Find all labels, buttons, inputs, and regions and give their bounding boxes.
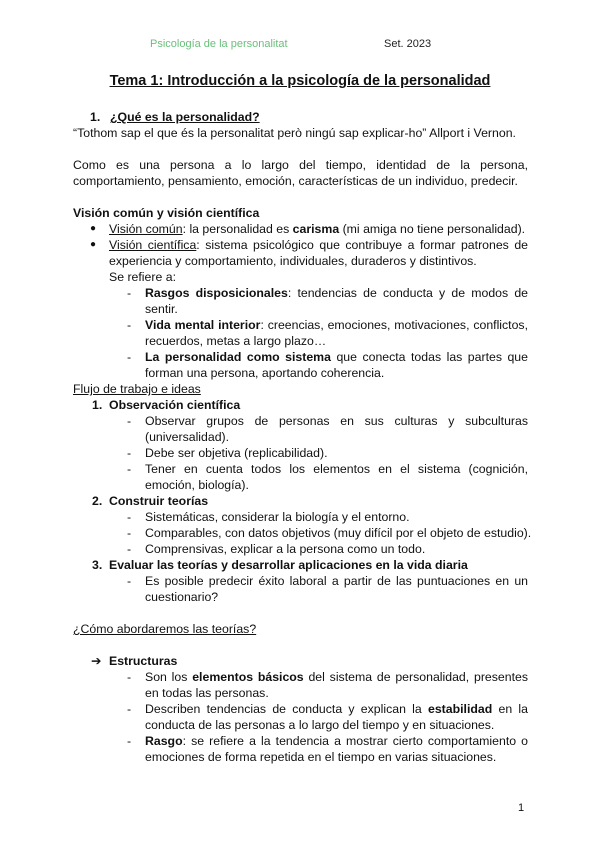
dash-marker: - (127, 702, 132, 716)
estructuras-item1 (145, 669, 528, 685)
vision-common-text: : la personalidad es (182, 222, 293, 236)
dash-marker: - (127, 734, 132, 748)
estructuras-item2-pre: Describen tendencias de conducta y explican la (145, 702, 428, 716)
vision-common (109, 221, 525, 237)
section-1-title: ¿Qué es la personalidad? (110, 110, 260, 124)
vision-sci-line1: : sistema psicológico que contribuye a formar patrones de (196, 238, 528, 252)
vision-item3-line1: que conecta todas las partes que (330, 350, 528, 364)
header-date: Set. 2023 (384, 38, 432, 50)
vision-item2 (145, 317, 528, 333)
step-1-item2: Debe ser objetiva (replicabilidad). (145, 446, 328, 460)
estructuras-item3-line2: emociones de forma repetida en el tiempo en varias situaciones. (145, 750, 497, 764)
estructuras-item3-bold: Rasgo (145, 734, 183, 748)
quote: “Tothom sap el que és la personalitat però ningú sap explicar-ho” Allport i Vernon. (73, 126, 516, 140)
flujo-heading: Flujo de trabajo e ideas (73, 382, 201, 396)
header-subject: Psicología de la personalitat (150, 38, 288, 50)
dash-marker: - (127, 462, 132, 476)
step-1-number: 1. (92, 398, 103, 412)
dash-marker: - (127, 350, 132, 364)
vision-item3 (145, 349, 528, 365)
step-2-item1: Sistemáticas, considerar la biología y el entorno. (145, 510, 410, 524)
vision-sci-line2: experiencia y comportamiento, individuales, duraderos y distintivos. (109, 254, 477, 268)
estructuras-title: Estructuras (109, 654, 178, 668)
estructuras-item2-bold: estabilidad (428, 702, 493, 716)
vision-sci-label: Visión científica (109, 238, 197, 252)
vision-common-after: (mi amiga no tiene personalidad). (339, 222, 526, 236)
estructuras-item1-line2: en todas las personas. (145, 686, 269, 700)
estructuras-item3-post: : se refiere a la tendencia a mostrar cierto comportamiento o (182, 734, 528, 748)
dash-marker: - (127, 286, 132, 300)
vision-item1 (145, 285, 528, 301)
estructuras-item1-pre: Son los (145, 670, 193, 684)
dash-marker: - (127, 526, 132, 540)
vision-item1-bold: Rasgos disposicionales (145, 286, 288, 300)
arrow-right-icon: ➔ (91, 654, 102, 668)
dash-marker: - (127, 542, 132, 556)
estructuras-item1-bold: elementos básicos (192, 670, 304, 684)
step-1-item1-line1: Observar grupos de personas en sus culturas y subculturas (145, 414, 528, 428)
estructuras-item2 (145, 701, 528, 717)
bullet-icon: ● (90, 239, 97, 250)
dash-marker: - (127, 510, 132, 524)
vision-heading: Visión común y visión científica (73, 206, 260, 220)
para1-line1: Como es una persona a lo largo del tiempo, identidad de la persona, (73, 158, 528, 172)
step-2-number: 2. (92, 494, 103, 508)
vision-refers: Se refiere a: (109, 270, 176, 284)
vision-item1-line1: : tendencias de conducta y de modos de (287, 286, 529, 300)
dash-marker: - (127, 414, 132, 428)
step-1-item3-line2: emoción, biología). (145, 478, 249, 492)
para1-line2: comportamiento, pensamiento, emoción, características de un individuo, predecir. (73, 174, 518, 188)
vision-common-label: Visión común (109, 222, 183, 236)
bullet-icon: ● (90, 223, 97, 234)
vision-item3-line2: forman una persona, aportando coherencia. (145, 366, 385, 380)
step-3-item1-line2: cuestionario? (145, 590, 219, 604)
step-3-item1-line1: Es posible predecir éxito laboral a partir de las puntuaciones en un (145, 574, 528, 588)
vision-common-bold: carisma (292, 222, 340, 236)
step-1-item3-line1: Tener en cuenta todos los elementos en el sistema (cognición, (145, 462, 528, 476)
vision-item3-bold: La personalidad como sistema (145, 350, 331, 364)
estructuras-item3 (145, 733, 528, 749)
step-3-number: 3. (92, 558, 103, 572)
vision-scientific (109, 237, 528, 253)
step-3-title: Evaluar las teorías y desarrollar aplicaciones en la vida diaria (109, 558, 468, 572)
page-number: 1 (518, 802, 525, 814)
vision-item2-bold: Vida mental interior (145, 318, 261, 332)
step-2-title: Construir teorías (109, 494, 209, 508)
vision-item1-line2: sentir. (145, 302, 178, 316)
vision-item2-line1: : creencias, emociones, motivaciones, conflictos, (260, 318, 529, 332)
dash-marker: - (127, 670, 132, 684)
section-1-number: 1. (90, 110, 101, 124)
dash-marker: - (127, 446, 132, 460)
estructuras-item1-post: del sistema de personalidad, presentes (303, 670, 528, 684)
estructuras-item2-line2: conducta de las personas a lo largo del tiempo y en situaciones. (145, 718, 495, 732)
dash-marker: - (127, 574, 132, 588)
page-title: Tema 1: Introducción a la psicología de la personalidad (109, 73, 491, 89)
como-heading: ¿Cómo abordaremos las teorías? (73, 622, 257, 636)
step-1-item1-line2: (universalidad). (145, 430, 230, 444)
dash-marker: - (127, 318, 132, 332)
vision-item2-line2: recuerdos, metas a largo plazo… (145, 334, 327, 348)
step-1-title: Observación científica (109, 398, 241, 412)
estructuras-item2-post: en la (492, 702, 528, 716)
step-2-item2: Comparables, con datos objetivos (muy difícil por el objeto de estudio). (145, 526, 532, 540)
step-2-item3: Comprensivas, explicar a la persona como un todo. (145, 542, 426, 556)
